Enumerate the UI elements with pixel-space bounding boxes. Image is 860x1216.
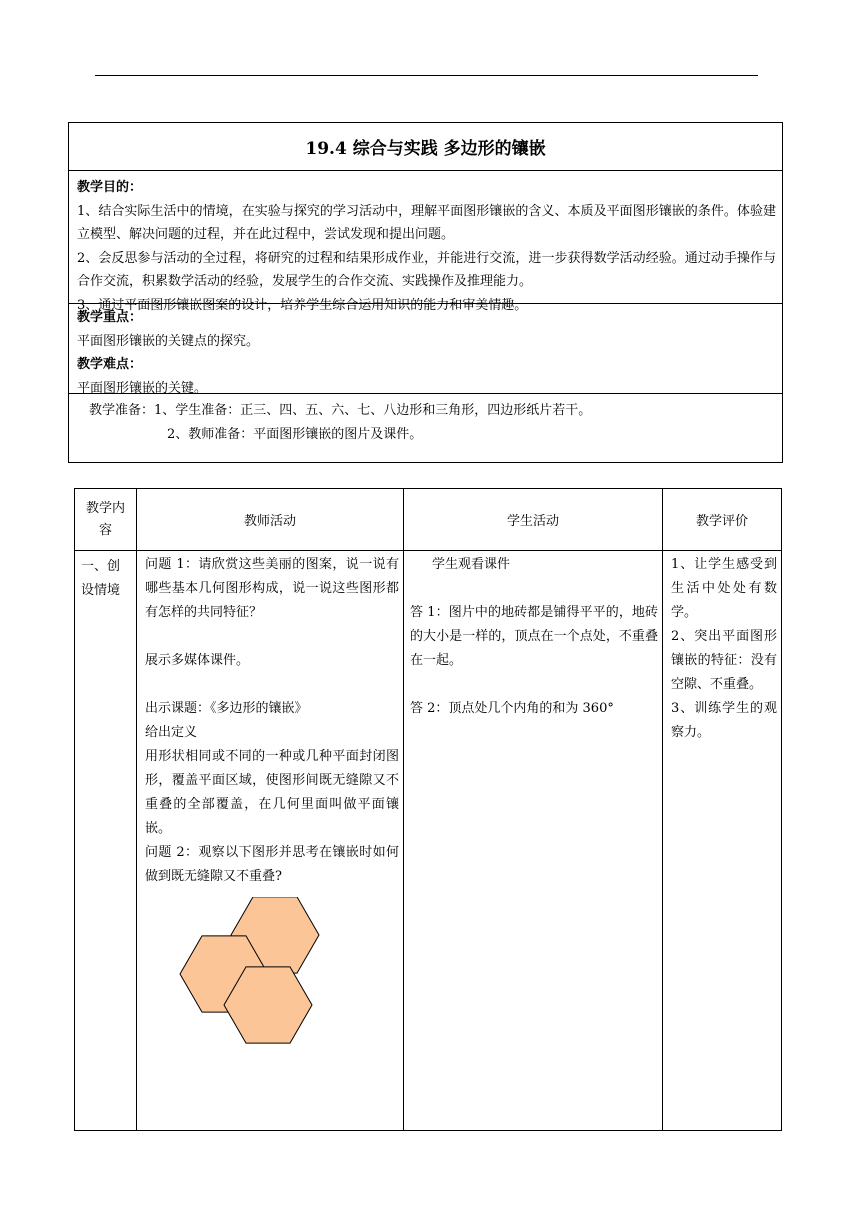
student-activity-cell — [404, 551, 663, 1131]
student-answer-1: 答 1：图片中的地砖都是铺得平平的，地砖的大小是一样的，顶点在一个点处，不重叠在一起。 — [410, 605, 658, 668]
teacher-topic: 出示课题：《多边形的镶嵌》 — [145, 701, 308, 716]
preparation-section — [69, 394, 782, 447]
header-evaluation: 教学评价 — [663, 489, 782, 551]
header-teacher-activity: 教师活动 — [137, 489, 404, 551]
preparation-line-1: 教学准备：1、学生准备：正三、四、五、六、七、八边形和三角形，四边形纸片若干。 — [89, 403, 592, 418]
teacher-question-2: 问题 2：观察以下图形并思考在镶嵌时如何做到既无缝隙又不重叠? — [145, 845, 399, 884]
header-rule — [95, 75, 758, 76]
evaluation-item-1: 1、让学生感受到生活中处处有数学。 — [671, 557, 777, 620]
student-watch: 学生观看课件 — [432, 557, 511, 572]
table-row — [75, 551, 782, 1131]
header-content: 教学内容 — [75, 489, 137, 551]
preparation-line-2: 2、教师准备：平面图形镶嵌的图片及课件。 — [167, 427, 423, 442]
teacher-show-media: 展示多媒体课件。 — [145, 653, 250, 668]
teaching-goal-2: 2、会反思参与活动的全过程，将研究的过程和结果形成作业，并能进行交流，进一步获得数学活动经验。通过动手操作与合作交流，积累数学活动的经验，发展学生的合作交流、实践操作及推理能力。 — [77, 250, 776, 289]
teacher-definition-label: 给出定义 — [145, 725, 198, 740]
lesson-plan-table — [74, 488, 782, 1131]
teacher-activity-cell — [137, 551, 404, 1131]
section-label: 一、创设情境 — [75, 551, 137, 1131]
hexagon-tiling-svg — [165, 897, 335, 1045]
teacher-definition: 用形状相同或不同的一种或几种平面封闭图形，覆盖平面区域，使图形间既无缝隙又不重叠的全部覆盖，在几何里面叫做平面镶嵌。 — [145, 749, 399, 836]
student-answer-2: 答 2：顶点处几个内角的和为 360° — [410, 701, 614, 716]
header-student-activity: 学生活动 — [404, 489, 663, 551]
evaluation-item-3: 3、训练学生的观察力。 — [671, 701, 777, 740]
table-header-row — [75, 489, 782, 551]
difficulties-label: 教学难点： — [77, 357, 143, 372]
evaluation-cell — [663, 551, 782, 1131]
hexagon-tiling-figure — [165, 897, 399, 1054]
teaching-goals-section — [69, 171, 782, 313]
key-points-label: 教学重点： — [77, 310, 143, 325]
lesson-info-box — [68, 122, 783, 463]
key-points-text: 平面图形镶嵌的关键点的探究。 — [77, 333, 260, 349]
evaluation-item-2: 2、突出平面图形镶嵌的特征：没有空隙、不重叠。 — [671, 629, 777, 692]
lesson-title: 19.4 综合与实践 多边形的镶嵌 — [69, 123, 782, 171]
teacher-question-1: 问题 1：请欣赏这些美丽的图案，说一说有哪些基本几何图形构成，说一说这些图形都有怎样的共同特征？ — [145, 557, 399, 620]
teaching-goals-label: 教学目的： — [77, 180, 143, 195]
teaching-goal-1: 1、结合实际生活中的情境，在实验与探究的学习活动中，理解平面图形镶嵌的含义、本质及平面图形镶嵌的条件。体验建立模型、解决问题的过程，并在此过程中，尝试发现和提出问题。 — [77, 203, 776, 242]
key-points-section — [69, 304, 782, 394]
teaching-goal-3: 3、通过平面图形镶嵌图案的设计，培养学生综合运用知识的能力和审美情趣。 — [77, 297, 528, 313]
difficulties-text: 平面图形镶嵌的关键。 — [77, 380, 208, 396]
